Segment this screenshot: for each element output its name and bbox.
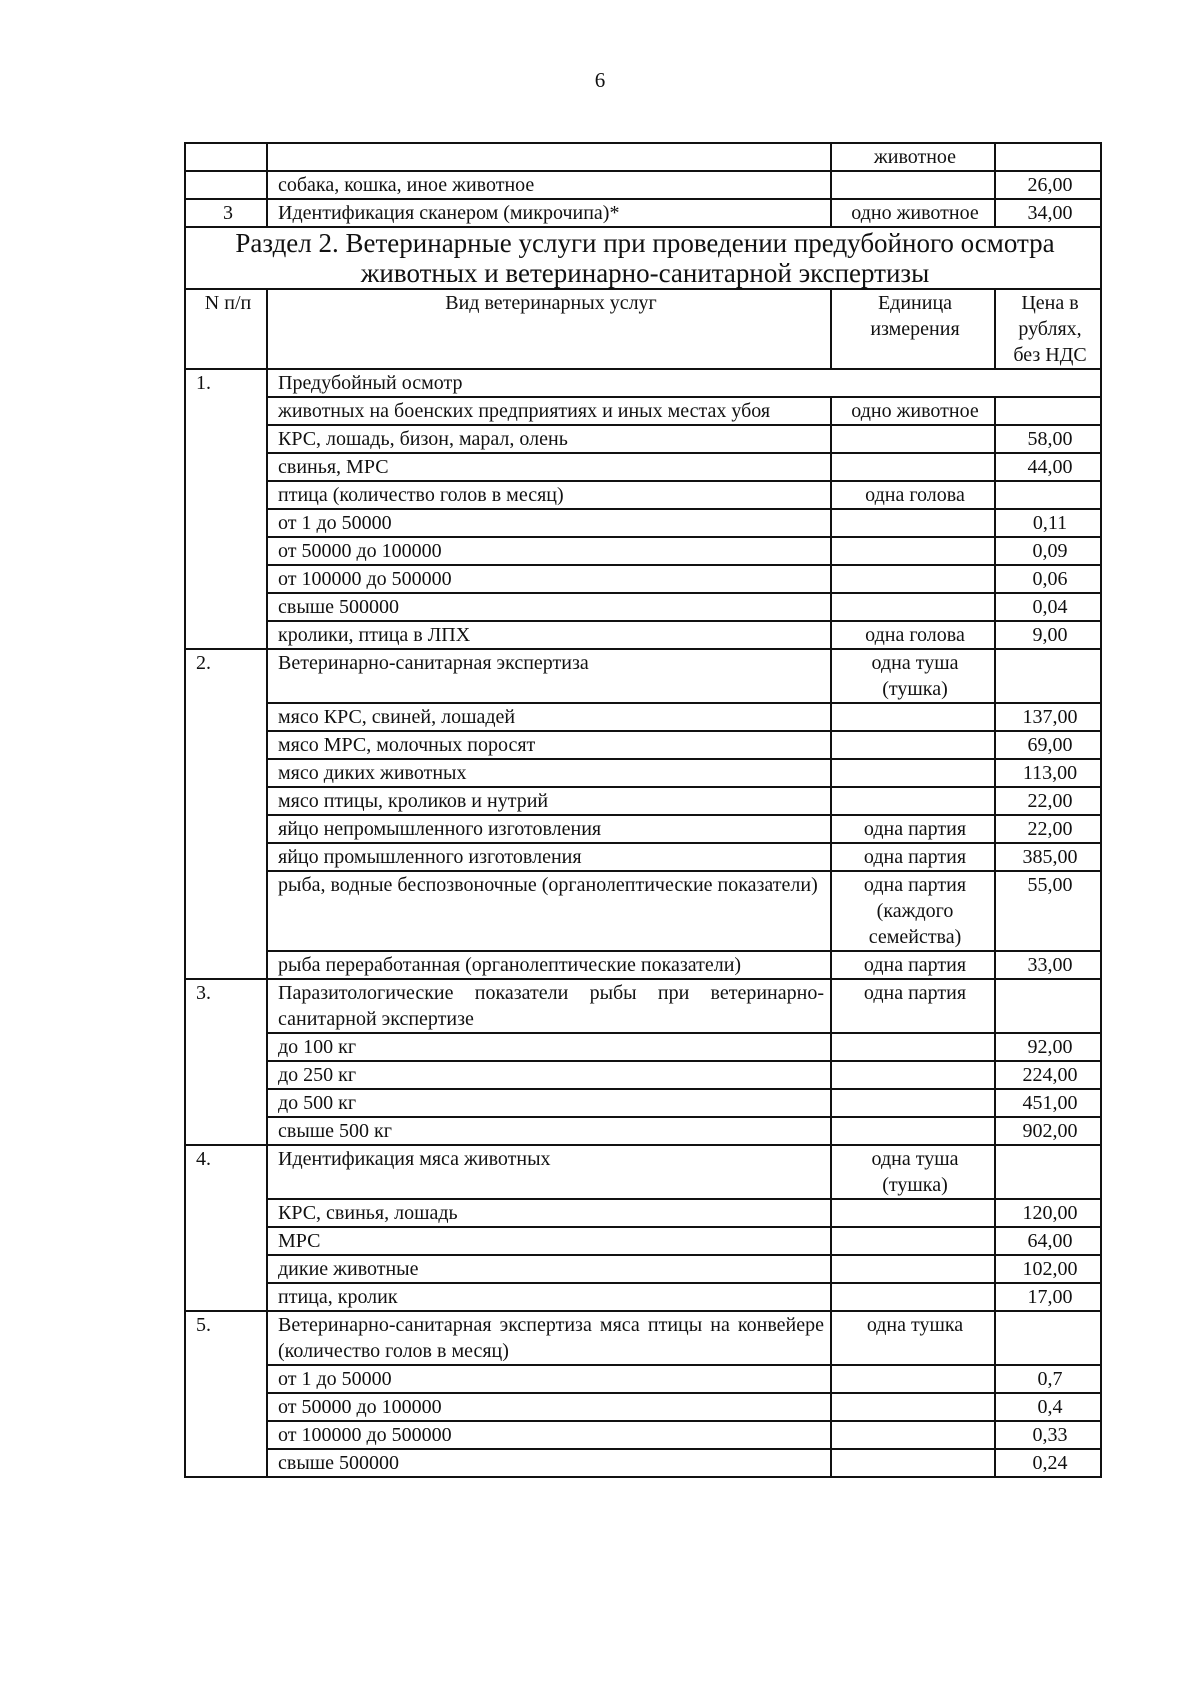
- unit-of-measure: [831, 565, 995, 593]
- service-name: птица (количество голов в месяц): [267, 481, 831, 509]
- service-name: от 50000 до 100000: [267, 537, 831, 565]
- table-row: [185, 453, 1101, 481]
- table-row: [185, 593, 1101, 621]
- section-title: Раздел 2. Ветеринарные услуги при проведении предубойного осмотра животных и ветеринарно-санитарной экспертизы: [185, 227, 1101, 289]
- price: 902,00: [995, 1117, 1101, 1145]
- price: 451,00: [995, 1089, 1101, 1117]
- unit-of-measure: одна голова: [831, 621, 995, 649]
- service-name: от 1 до 50000: [267, 1365, 831, 1393]
- service-name: от 50000 до 100000: [267, 1393, 831, 1421]
- row-number: 2.: [185, 649, 267, 979]
- price: 0,33: [995, 1421, 1101, 1449]
- price: 0,7: [995, 1365, 1101, 1393]
- table-row: [185, 979, 1101, 1033]
- unit-of-measure: [831, 1227, 995, 1255]
- unit-of-measure: одна туша (тушка): [831, 1145, 995, 1199]
- unit-of-measure: одна партия: [831, 815, 995, 843]
- table-row: [185, 397, 1101, 425]
- table-row: [185, 199, 1101, 227]
- table-row: [185, 565, 1101, 593]
- service-name: мясо диких животных: [267, 759, 831, 787]
- service-name: до 250 кг: [267, 1061, 831, 1089]
- table-row: [185, 537, 1101, 565]
- table-row: [185, 1449, 1101, 1477]
- price: 33,00: [995, 951, 1101, 979]
- unit-of-measure: [831, 509, 995, 537]
- service-name: свыше 500000: [267, 593, 831, 621]
- price: [995, 1311, 1101, 1365]
- unit-of-measure: [831, 171, 995, 199]
- price: 120,00: [995, 1199, 1101, 1227]
- unit-of-measure: одна тушка: [831, 1311, 995, 1365]
- service-name: Ветеринарно-санитарная экспертиза мяса птицы на конвейере (количество голов в месяц): [267, 1311, 831, 1365]
- service-name: свыше 500 кг: [267, 1117, 831, 1145]
- service-name: Паразитологические показатели рыбы при ветеринарно-санитарной экспертизе: [267, 979, 831, 1033]
- service-name: яйцо промышленного изготовления: [267, 843, 831, 871]
- price: 44,00: [995, 453, 1101, 481]
- unit-of-measure: [831, 1033, 995, 1061]
- service-name: от 1 до 50000: [267, 509, 831, 537]
- price: 22,00: [995, 815, 1101, 843]
- unit-of-measure: [831, 1283, 995, 1311]
- section-title-row: [185, 227, 1101, 289]
- table-row: [185, 143, 1101, 171]
- table-row: [185, 1145, 1101, 1199]
- service-name: Идентификация мяса животных: [267, 1145, 831, 1199]
- service-name: мясо птицы, кроликов и нутрий: [267, 787, 831, 815]
- table-row: [185, 1061, 1101, 1089]
- table-row: [185, 951, 1101, 979]
- price: [995, 979, 1101, 1033]
- row-number: 1.: [185, 369, 267, 649]
- price: 22,00: [995, 787, 1101, 815]
- row-number: [185, 171, 267, 199]
- table-row: [185, 481, 1101, 509]
- service-name: свыше 500000: [267, 1449, 831, 1477]
- header-service: Вид ветеринарных услуг: [267, 289, 831, 369]
- table-row: [185, 425, 1101, 453]
- price: 92,00: [995, 1033, 1101, 1061]
- unit-of-measure: животное: [831, 143, 995, 171]
- unit-of-measure: одна партия: [831, 979, 995, 1033]
- table-row: [185, 759, 1101, 787]
- price: 0,4: [995, 1393, 1101, 1421]
- table-row: [185, 171, 1101, 199]
- unit-of-measure: одно животное: [831, 397, 995, 425]
- row-number: 4.: [185, 1145, 267, 1311]
- price: 64,00: [995, 1227, 1101, 1255]
- unit-of-measure: [831, 787, 995, 815]
- price: 385,00: [995, 843, 1101, 871]
- table-row: [185, 871, 1101, 951]
- unit-of-measure: [831, 703, 995, 731]
- table-row: [185, 1089, 1101, 1117]
- service-name: до 100 кг: [267, 1033, 831, 1061]
- unit-of-measure: одна туша (тушка): [831, 649, 995, 703]
- header-num: N п/п: [185, 289, 267, 369]
- service-name: мясо КРС, свиней, лошадей: [267, 703, 831, 731]
- page-number: 6: [594, 68, 606, 92]
- price: 69,00: [995, 731, 1101, 759]
- unit-of-measure: [831, 731, 995, 759]
- table-row: [185, 1199, 1101, 1227]
- price: 26,00: [995, 171, 1101, 199]
- service-name: рыба переработанная (органолептические показатели): [267, 951, 831, 979]
- table-row: [185, 649, 1101, 703]
- price: 55,00: [995, 871, 1101, 951]
- unit-of-measure: [831, 1117, 995, 1145]
- unit-of-measure: одна голова: [831, 481, 995, 509]
- price: [995, 1145, 1101, 1199]
- price: [995, 143, 1101, 171]
- service-name: от 100000 до 500000: [267, 1421, 831, 1449]
- price: [995, 397, 1101, 425]
- table-row: [185, 1117, 1101, 1145]
- service-name: птица, кролик: [267, 1283, 831, 1311]
- table-row: [185, 843, 1101, 871]
- table-row: [185, 621, 1101, 649]
- service-name: рыба, водные беспозвоночные (органолептические показатели): [267, 871, 831, 951]
- price: 9,00: [995, 621, 1101, 649]
- unit-of-measure: [831, 1255, 995, 1283]
- row-number: 3.: [185, 979, 267, 1145]
- service-name: яйцо непромышленного изготовления: [267, 815, 831, 843]
- unit-of-measure: [831, 1421, 995, 1449]
- service-name: Предубойный осмотр: [267, 369, 1101, 397]
- service-name: от 100000 до 500000: [267, 565, 831, 593]
- header-price: Цена в рублях, без НДС: [995, 289, 1101, 369]
- price: [995, 481, 1101, 509]
- price: 17,00: [995, 1283, 1101, 1311]
- service-name: МРС: [267, 1227, 831, 1255]
- unit-of-measure: [831, 1199, 995, 1227]
- row-number: 3: [185, 199, 267, 227]
- table-row: [185, 1365, 1101, 1393]
- price: 0,09: [995, 537, 1101, 565]
- table-row: [185, 815, 1101, 843]
- service-name: дикие животные: [267, 1255, 831, 1283]
- price: 137,00: [995, 703, 1101, 731]
- table-row: [185, 787, 1101, 815]
- price: 34,00: [995, 199, 1101, 227]
- row-number: 5.: [185, 1311, 267, 1477]
- price: 224,00: [995, 1061, 1101, 1089]
- price: [995, 649, 1101, 703]
- table-row: [185, 1227, 1101, 1255]
- service-name: кролики, птица в ЛПХ: [267, 621, 831, 649]
- service-name: до 500 кг: [267, 1089, 831, 1117]
- price-table: [184, 142, 1102, 1478]
- row-number: [185, 143, 267, 171]
- unit-of-measure: [831, 1393, 995, 1421]
- table-row: [185, 1311, 1101, 1365]
- price: 0,11: [995, 509, 1101, 537]
- service-name: животных на боенских предприятиях и иных местах убоя: [267, 397, 831, 425]
- unit-of-measure: [831, 593, 995, 621]
- service-name: Ветеринарно-санитарная экспертиза: [267, 649, 831, 703]
- unit-of-measure: [831, 537, 995, 565]
- unit-of-measure: одна партия: [831, 951, 995, 979]
- service-name: мясо МРС, молочных поросят: [267, 731, 831, 759]
- table-row: [185, 703, 1101, 731]
- header-unit: Единица измерения: [831, 289, 995, 369]
- unit-of-measure: [831, 1061, 995, 1089]
- table-row: [185, 731, 1101, 759]
- service-name: КРС, лошадь, бизон, марал, олень: [267, 425, 831, 453]
- table-row: [185, 1393, 1101, 1421]
- service-name: Идентификация сканером (микрочипа)*: [267, 199, 831, 227]
- price-table-body: [185, 143, 1101, 1477]
- unit-of-measure: одно животное: [831, 199, 995, 227]
- header-row: [185, 289, 1101, 369]
- table-row: [185, 369, 1101, 397]
- unit-of-measure: [831, 759, 995, 787]
- price: 102,00: [995, 1255, 1101, 1283]
- unit-of-measure: [831, 1089, 995, 1117]
- table-row: [185, 509, 1101, 537]
- unit-of-measure: [831, 1449, 995, 1477]
- unit-of-measure: одна партия: [831, 843, 995, 871]
- service-name: собака, кошка, иное животное: [267, 171, 831, 199]
- service-name: свинья, МРС: [267, 453, 831, 481]
- price: 0,04: [995, 593, 1101, 621]
- unit-of-measure: [831, 1365, 995, 1393]
- unit-of-measure: [831, 453, 995, 481]
- unit-of-measure: одна партия (каждого семейства): [831, 871, 995, 951]
- unit-of-measure: [831, 425, 995, 453]
- price: 113,00: [995, 759, 1101, 787]
- table-row: [185, 1283, 1101, 1311]
- table-row: [185, 1033, 1101, 1061]
- price: 0,24: [995, 1449, 1101, 1477]
- price: 58,00: [995, 425, 1101, 453]
- table-row: [185, 1255, 1101, 1283]
- price: 0,06: [995, 565, 1101, 593]
- service-name: КРС, свинья, лошадь: [267, 1199, 831, 1227]
- service-name: [267, 143, 831, 171]
- table-row: [185, 1421, 1101, 1449]
